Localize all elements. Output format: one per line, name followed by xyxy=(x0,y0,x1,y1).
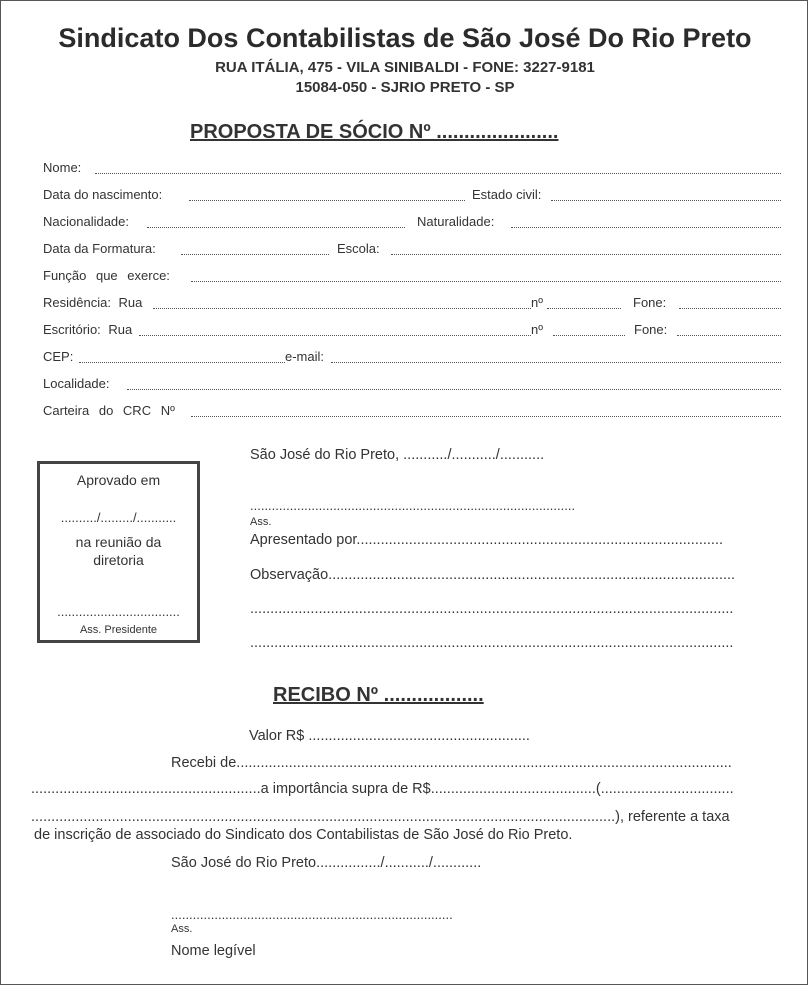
field-escritorio[interactable] xyxy=(43,322,781,342)
observation-line[interactable]: Observação..................................................................................................... xyxy=(250,567,736,583)
field-cep-email[interactable] xyxy=(43,349,781,369)
blank-residencia-numero[interactable] xyxy=(547,295,621,309)
blank-escola[interactable] xyxy=(391,241,781,255)
label-funcao: Função que exerce: xyxy=(43,268,174,283)
label-cep: CEP: xyxy=(43,349,77,364)
field-nome[interactable] xyxy=(43,160,781,180)
label-residencia: Residência: Rua xyxy=(43,295,146,310)
approval-signature-line[interactable]: .................................. xyxy=(57,604,180,619)
label-localidade: Localidade: xyxy=(43,376,114,391)
receipt-inscription-line: de inscrição de associado do Sindicato dos Contabilistas de São José do Rio Preto. xyxy=(34,827,573,843)
blank-escritorio-rua[interactable] xyxy=(139,322,531,336)
proposal-heading: PROPOSTA DE SÓCIO Nº ...................... xyxy=(190,121,559,143)
blank-naturalidade[interactable] xyxy=(511,214,781,228)
label-nacionalidade: Nacionalidade: xyxy=(43,214,133,229)
label-escritorio: Escritório: Rua xyxy=(43,322,136,337)
label-naturalidade: Naturalidade: xyxy=(417,214,498,229)
place-date-line[interactable]: São José do Rio Preto, .........../.........../........... xyxy=(250,447,545,463)
union-address: RUA ITÁLIA, 475 - VILA SINIBALDI - FONE: 3227-9181 xyxy=(215,59,595,76)
receipt-signature-line[interactable]: .............................................................................. xyxy=(171,907,453,922)
approval-date[interactable]: ........../........./........... xyxy=(60,510,177,525)
blank-localidade[interactable] xyxy=(127,376,781,390)
blank-nome[interactable] xyxy=(95,160,781,174)
receipt-amount-line[interactable]: .........................................................a importância supra de R$.........................................(................................. xyxy=(31,781,734,797)
label-data-nascimento: Data do nascimento: xyxy=(43,187,166,202)
label-data-formatura: Data da Formatura: xyxy=(43,241,160,256)
field-data-nascimento[interactable] xyxy=(43,187,781,207)
label-carteira-crc: Carteira do CRC Nº xyxy=(43,403,179,418)
field-localidade[interactable] xyxy=(43,376,781,396)
blank-data-nascimento[interactable] xyxy=(189,187,465,201)
receipt-heading: RECIBO Nº .................. xyxy=(273,684,484,706)
blank-estado-civil[interactable] xyxy=(551,187,781,201)
label-nome: Nome: xyxy=(43,160,85,175)
blank-escritorio-fone[interactable] xyxy=(677,322,781,336)
field-nacionalidade[interactable] xyxy=(43,214,781,234)
label-escola: Escola: xyxy=(337,241,384,256)
observation-line-2[interactable]: ........................................................................................................................ xyxy=(250,601,734,617)
label-escritorio-numero: nº xyxy=(531,322,547,337)
approval-box xyxy=(37,461,200,643)
receipt-legible-name: Nome legível xyxy=(171,943,256,959)
field-funcao[interactable] xyxy=(43,268,781,288)
field-residencia[interactable] xyxy=(43,295,781,315)
label-residencia-fone: Fone: xyxy=(633,295,670,310)
field-data-formatura[interactable] xyxy=(43,241,781,261)
receipt-received-from[interactable]: Recebi de........................................................................................................................... xyxy=(171,755,732,771)
union-title: Sindicato Dos Contabilistas de São José Do Rio Preto xyxy=(58,23,752,53)
field-carteira-crc[interactable] xyxy=(43,403,781,423)
blank-carteira-crc[interactable] xyxy=(191,403,781,417)
label-escritorio-fone: Fone: xyxy=(634,322,671,337)
union-city: 15084-050 - SJRIO PRETO - SP xyxy=(295,79,515,96)
blank-email[interactable] xyxy=(331,349,781,363)
receipt-place-date[interactable]: São José do Rio Preto................/.........../............ xyxy=(171,855,482,871)
blank-nacionalidade[interactable] xyxy=(147,214,405,228)
approval-meeting-line1: na reunião da xyxy=(75,534,162,550)
label-email: e-mail: xyxy=(285,349,328,364)
approval-meeting-line2: diretoria xyxy=(93,552,144,568)
blank-data-formatura[interactable] xyxy=(181,241,329,255)
label-estado-civil: Estado civil: xyxy=(472,187,545,202)
receipt-signature-label: Ass. xyxy=(171,923,193,935)
receipt-reference-line[interactable]: .................................................................................................................................................), referente a taxa xyxy=(31,809,730,825)
approval-title: Aprovado em xyxy=(76,472,161,488)
presented-by-line[interactable]: Apresentado por........................................................................................... xyxy=(250,532,724,548)
approval-signature-label: Ass. Presidente xyxy=(79,624,158,636)
label-residencia-numero: nº xyxy=(531,295,547,310)
blank-residencia-rua[interactable] xyxy=(153,295,531,309)
blank-escritorio-numero[interactable] xyxy=(553,322,625,336)
signature-label: Ass. xyxy=(250,516,272,528)
blank-cep[interactable] xyxy=(79,349,285,363)
blank-residencia-fone[interactable] xyxy=(679,295,781,309)
observation-line-3[interactable]: ........................................................................................................................ xyxy=(250,635,734,651)
blank-funcao[interactable] xyxy=(191,268,781,282)
receipt-value[interactable]: Valor R$ ....................................................... xyxy=(249,728,530,744)
signature-line[interactable]: .......................................................................................... xyxy=(250,498,576,513)
